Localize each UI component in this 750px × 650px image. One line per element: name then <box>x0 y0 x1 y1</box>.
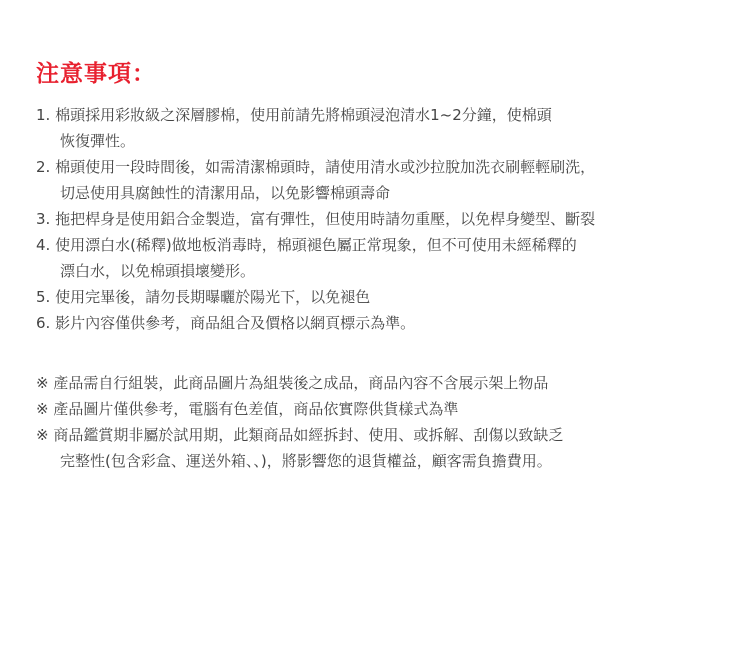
notice-item-2-line-1: 2. 棉頭使用一段時間後，如需清潔棉頭時，請使用清水或沙拉脫加洗衣刷輕輕刷洗， <box>36 158 596 176</box>
notice-item-4-line-2: 漂白水，以免棉頭損壞變形。 <box>60 262 256 280</box>
remark-2-line-1: ※ 產品圖片僅供參考，電腦有色差值，商品依實際供貨樣式為準 <box>36 400 459 418</box>
remark-3 <box>36 422 736 474</box>
notice-item-1 <box>36 102 736 154</box>
notice-item-2 <box>36 154 736 206</box>
notice-title: 注意事項： <box>36 61 156 87</box>
notice-item-4-line-1: 4. 使用漂白水(稀釋)做地板消毒時，棉頭褪色屬正常現象，但不可使用未經稀釋的 <box>36 236 577 254</box>
notice-item-5-line-1: 5. 使用完畢後，請勿長期曝曬於陽光下，以免褪色 <box>36 288 371 306</box>
section-spacer <box>36 336 736 370</box>
remark-3-line-1: ※ 商品鑑賞期非屬於試用期，此類商品如經拆封、使用、或拆解、刮傷以致缺乏 <box>36 426 564 444</box>
notice-item-1-line-2: 恢復彈性。 <box>60 132 136 150</box>
notice-item-3-line-1: 3. 拖把桿身是使用鋁合金製造，富有彈性，但使用時請勿重壓，以免桿身變型、斷裂 <box>36 210 596 228</box>
remark-2 <box>36 396 736 422</box>
notice-item-5 <box>36 284 736 310</box>
notice-item-2-line-2: 切忌使用具腐蝕性的清潔用品，以免影響棉頭壽命 <box>60 184 391 202</box>
notice-item-6 <box>36 310 736 336</box>
notice-item-1-line-1: 1. 棉頭採用彩妝級之深層膠棉，使用前請先將棉頭浸泡清水1~2分鐘，使棉頭 <box>36 106 552 124</box>
notice-item-4 <box>36 232 736 284</box>
notice-section <box>36 58 736 474</box>
remark-1 <box>36 370 736 396</box>
remark-3-line-2: 完整性(包含彩盒、運送外箱、、)，將影響您的退貨權益，顧客需負擔費用。 <box>60 452 552 470</box>
notice-item-6-line-1: 6. 影片內容僅供參考，商品組合及價格以網頁標示為準。 <box>36 314 416 332</box>
notice-item-3 <box>36 206 736 232</box>
remark-1-line-1: ※ 產品需自行組裝，此商品圖片為組裝後之成品，商品內容不含展示架上物品 <box>36 374 549 392</box>
